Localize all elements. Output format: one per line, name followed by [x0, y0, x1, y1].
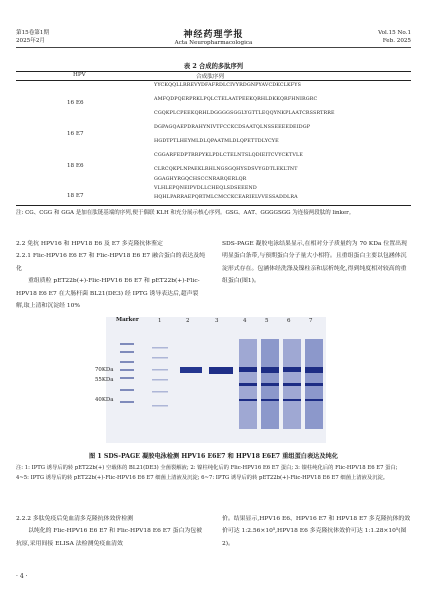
sequence-line: CLRCQKPLNPAEKLRHLNGSGQHYSDSVYGDTLEKLTNT [154, 167, 298, 172]
sequence-line: YYCKQQLLRREVYDFAFRDLCIVYRDGNPYAVCDKCLKFYS [154, 83, 302, 88]
row-label-18e6: 18 E6 [67, 163, 84, 169]
header-volume: 第15卷第1期 [16, 30, 50, 36]
sequence-line: DGPAGQAEPDRAHYNIVTFCCKCDSAATQLNSSEEEEDEIDGP [154, 125, 311, 130]
row-label-16e6: 16 E6 [67, 100, 84, 106]
lane-label: 1 [158, 318, 162, 324]
kda-label-55: 55KDa [95, 377, 114, 383]
lane-label: 7 [309, 318, 313, 324]
body-paragraph: 重组质粒 pET22b(+)-Flic-HPV16 E6 E7 和 pET22b(+)-Flic-HPV18 E6 E7 在大肠杆菌 BL21(DE3) 经 IPTG 诱导表达后,超声裂解,取上清和沉淀经 10% [16, 278, 200, 310]
figure-note: 注: 1: IPTG 诱导后的转 pET22b(+) 空载体的 BL21(DE3) 全菌裂解液; 2: 镍柱纯化后的 Flic-HPV16 E6 E7 蛋白; 3: 镍柱纯化后的 Flic-HPV18 E6 E7 蛋白; 4~5: IPTG 诱导后的转 pET22b(+)-Flic-HPV16 E6 E7 细菌上清液及沉淀; 6~7: IPTG 诱导后的转 pET22b(+)-Flic-HPV18 E6 E7 细菌上清液及沉淀。 [16, 465, 398, 481]
header-divider [16, 47, 411, 48]
sequence-line: HGDTPTLHEYMLDLQPAATMLDLQPETTDLYCYE [154, 139, 279, 144]
lane-label: 6 [287, 318, 291, 324]
row-label-18e7: 18 E7 [67, 193, 84, 199]
sequence-line: CGQKPLCPEEKQRHLDGGGGSGGLYGTTLEQQYNKPLAATCRSSRTRRE [154, 111, 335, 116]
journal-title-en: Acta Neuropharmacologica [174, 40, 253, 46]
lane-label: 5 [265, 318, 269, 324]
header-date: 2025年2月 [16, 38, 45, 44]
subsection-heading: 2.2.2 多肽免疫后免血清多克隆抗体效价检测 [16, 516, 134, 522]
lane-label: 2 [186, 318, 190, 324]
section-2-2 [16, 238, 206, 312]
subsection-heading: 2.2.1 Flic-HPV16 E6 E7 和 Flic-HPV18 E6 E7 融合蛋白的表达及纯化 [16, 253, 206, 272]
sequence-line: VLHLEPQNEIPVDLLCHEQLSDSEEEND [154, 186, 257, 191]
sequence-line: GGAGHYRGQCHSCCNRARQERLQR [154, 177, 247, 182]
sequence-line: CGGARFEDPTRRPYKLPDLCTELNTSLQDIEITCVYCKTVLE [154, 153, 303, 158]
page-number: · 4 · [16, 573, 28, 580]
kda-label-70: 70KDa [95, 367, 114, 373]
journal-title [0, 27, 427, 46]
header-date-en: Feb. 2025 [382, 38, 411, 44]
sequence-line: HQHLPARRAEPQRTMLCMCCKCEARIELVVESSADDLRA [154, 195, 298, 200]
journal-title-cn: 神经药理学报 [183, 30, 244, 40]
lane-label: 4 [243, 318, 247, 324]
body-paragraph: SDS-PAGE 凝胶电泳结果显示,在相对分子质量约为 70 KDa 位置出现明显蛋白条带,与预期蛋白分子量大小相符。且重组蛋白主要以包涵体沉淀形式存在。包涵体经洗涤及镍柱亲和层析纯化,得到纯度相对较高的重组蛋白(图1)。 [222, 241, 407, 285]
section-heading: 2.2 免抗 HPV16 和 HPV18 E6 及 E7 多克隆抗体鉴定 [16, 241, 163, 247]
lane-label: 3 [215, 318, 219, 324]
results-paragraph [222, 238, 412, 288]
running-header-right [378, 29, 411, 45]
figure-caption: 图 1 SDS-PAGE 凝胶电泳检测 HPV16 E6E7 和 HPV18 E6E7 重组蛋白表达及纯化 [89, 453, 338, 460]
section-2-2-2 [16, 513, 206, 550]
body-paragraph: 以纯化的 Flic-HPV16 E6 E7 和 Flic-HPV18 E6 E7 蛋白为包被抗原,采用间接 ELISA 法检测免疫血清效 [16, 528, 203, 547]
kda-label-40: 40KDa [95, 397, 114, 403]
header-vol-en: Vol.15 No.1 [378, 30, 411, 36]
table-bottom-rule [16, 205, 411, 206]
table-note: 注: CG、CGG 和 GGA 是加在肽链基端的序列,便于偶联 KLH 和充分展示核心序列。GSG、AAT、GGGGSGG 为连接两段肽的 linker。 [16, 210, 355, 216]
table-header-sequence: 合成肽序列 [196, 74, 224, 80]
row-label-16e7: 16 E7 [67, 131, 84, 137]
table-header-rule [16, 80, 411, 81]
table-header-hpv: HPV [73, 72, 86, 78]
sequence-line: AMFQDPQERPRKLPQLCTELAATPEEKQRHLDKKQRFHNIRGRC [154, 97, 318, 102]
sds-page-gel-image [106, 317, 326, 443]
gel-marker-label: Marker [116, 317, 139, 323]
titer-results-paragraph [222, 513, 412, 550]
gel-bands [106, 317, 326, 443]
body-paragraph: 价。结果显示,HPV16 E6、HPV16 E7 和 HPV18 E7 多克隆抗体的效价可达 1:2.56×10⁵,HPV18 E6 多克隆抗体效价可达 1:1.28×10⁵(图2)。 [222, 516, 411, 547]
table-title: 表 2 合成的多肽序列 [183, 63, 244, 70]
